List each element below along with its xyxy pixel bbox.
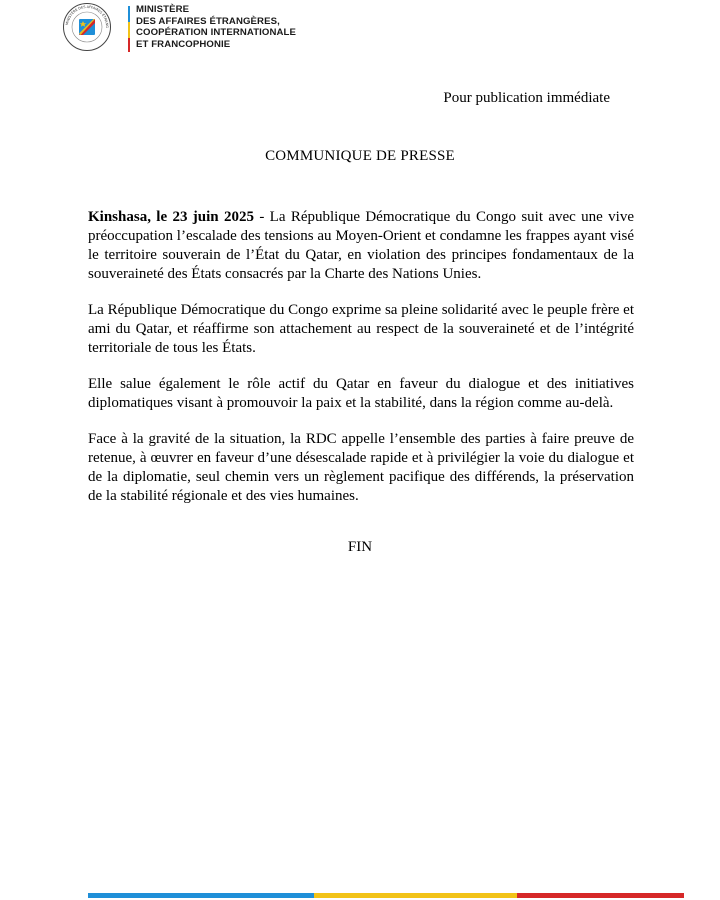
dateline: Kinshasa, le 23 juin 2025 [88, 209, 254, 225]
accent-bar-blue [128, 6, 130, 22]
closing-mark: FIN [347, 539, 373, 555]
footer-stripe-blue [88, 893, 314, 898]
ministry-seal-icon [62, 2, 112, 52]
publication-note: Pour publication immédiate [443, 90, 610, 106]
footer-stripe-yellow [314, 893, 517, 898]
paragraph: Face à la gravité de la situation, la RDC appelle l’ensemble des parties à faire preuve de retenue, à œuvrer en faveur d’une désescalade rapide et à privilégier la voie du dialogue et de la diplomatie, seul chemin vers un règlement pacifique des différends, la préservation de la stabilité régionale et des vies humaines. [88, 431, 634, 504]
accent-bar-yellow [128, 22, 130, 38]
ministry-name [136, 4, 296, 50]
footer-stripe [88, 893, 684, 898]
footer-stripe-red [517, 893, 684, 898]
ministry-line: ET FRANCOPHONIE [136, 38, 231, 50]
seal-text: MINISTÈRE DES AFFAIRES ÉTRANG [65, 4, 110, 28]
paragraph: La République Démocratique du Congo exprime sa pleine solidarité avec le peuple frère et ami du Qatar, et réaffirme son attachement au respect de la souveraineté et de l’intégrité territoriale de tous les États. [88, 302, 634, 356]
paragraph [88, 208, 634, 284]
document-title: COMMUNIQUE DE PRESSE [265, 148, 455, 164]
ministry-line: DES AFFAIRES ÉTRANGÈRES, [136, 15, 280, 27]
press-release-body [88, 208, 634, 523]
ministry-line: MINISTÈRE [136, 4, 190, 15]
paragraph: Elle salue également le rôle actif du Qatar en faveur du dialogue et des initiatives diplomatiques visant à promouvoir la paix et la stabilité, dans la région comme au-delà. [88, 376, 634, 411]
accent-bar-red [128, 38, 130, 52]
paragraph-text: - La République Démocratique du Congo suit avec une vive préoccupation l’escalade des tensions au Moyen-Orient et condamne les frappes ayant visé le territoire souverain de l’État du Qatar, en violation des principes fondamentaux de la souveraineté des États consacrés par la Charte des Nations Unies. [88, 209, 634, 282]
ministry-line: COOPÉRATION INTERNATIONALE [136, 27, 297, 38]
letterhead [62, 2, 297, 54]
